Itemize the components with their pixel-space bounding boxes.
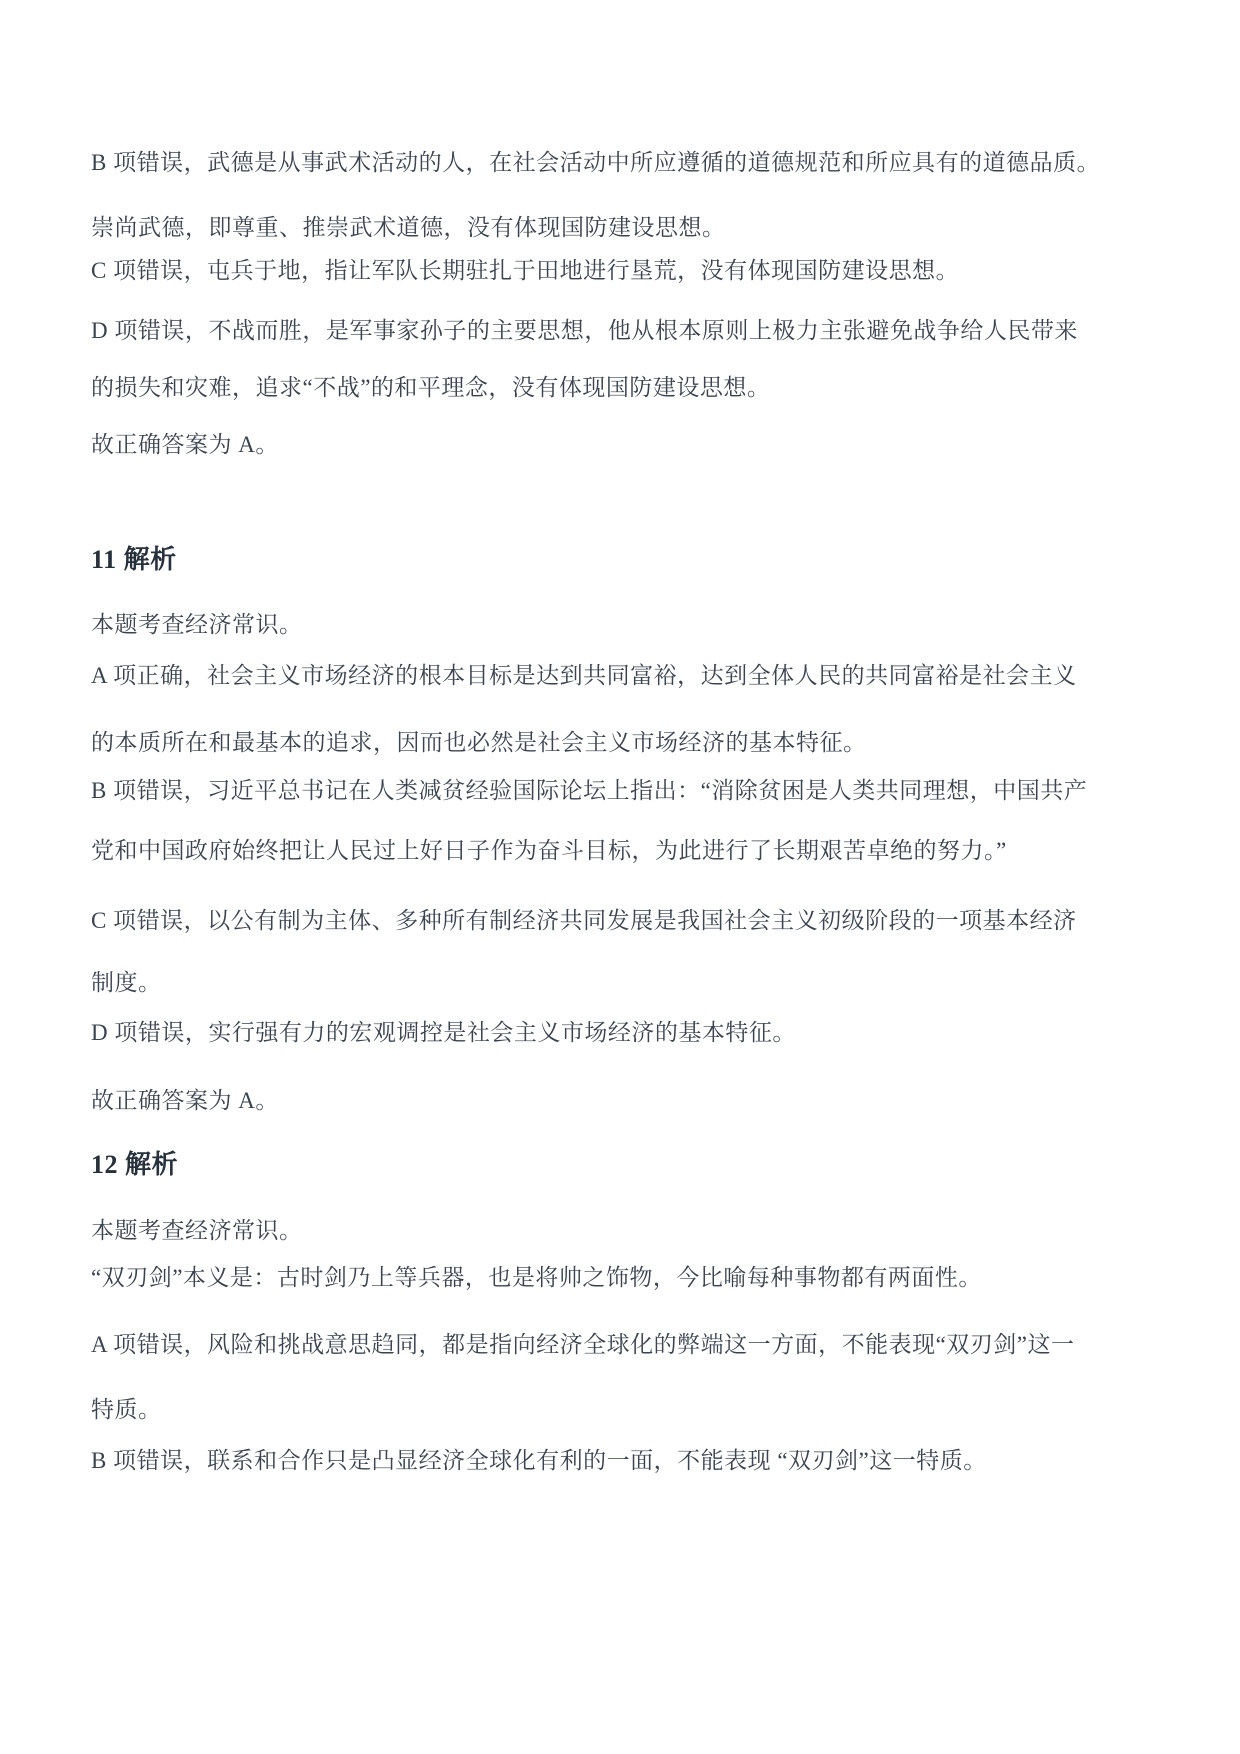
explanation-line: B 项错误，武德是从事武术活动的人，在社会活动中所应遵循的道德规范和所应具有的道德品质。: [91, 150, 1101, 175]
explanation-line: A 项正确，社会主义市场经济的根本目标是达到共同富裕，达到全体人民的共同富裕是社会主义: [91, 663, 1077, 688]
correct-answer-line: 故正确答案为 A。: [91, 1088, 279, 1113]
explanation-line: 党和中国政府始终把让人民过上好日子作为奋斗目标，为此进行了长期艰苦卓绝的努力。”: [91, 838, 1007, 863]
explanation-line: 本题考查经济常识。: [91, 1218, 303, 1243]
explanation-line: 的损失和灾难，追求“不战”的和平理念，没有体现国防建设思想。: [91, 375, 771, 400]
section-heading-12: 12 解析: [91, 1150, 179, 1179]
explanation-line: 制度。: [91, 970, 162, 995]
explanation-line: 崇尚武德，即尊重、推崇武术道德，没有体现国防建设思想。: [91, 215, 726, 240]
explanation-line: 本题考查经济常识。: [91, 612, 303, 637]
explanation-line: C 项错误，屯兵于地，指让军队长期驻扎于田地进行垦荒，没有体现国防建设思想。: [91, 258, 960, 283]
section-heading-11: 11 解析: [91, 545, 177, 574]
explanation-line: D 项错误，不战而胜，是军事家孙子的主要思想，他从根本原则上极力主张避免战争给人民带来: [91, 318, 1078, 343]
explanation-line: “双刃剑”本义是：古时剑乃上等兵器，也是将帅之饰物，今比喻每种事物都有两面性。: [91, 1265, 982, 1290]
explanation-line: D 项错误，实行强有力的宏观调控是社会主义市场经济的基本特征。: [91, 1020, 796, 1045]
explanation-line: A 项错误，风险和挑战意思趋同，都是指向经济全球化的弊端这一方面，不能表现“双刃剑”这一: [91, 1332, 1075, 1357]
explanation-line: 特质。: [91, 1397, 162, 1422]
explanation-line: C 项错误，以公有制为主体、多种所有制经济共同发展是我国社会主义初级阶段的一项基本经济: [91, 908, 1077, 933]
explanation-line: 的本质所在和最基本的追求，因而也必然是社会主义市场经济的基本特征。: [91, 730, 867, 755]
explanation-line: B 项错误，联系和合作只是凸显经济全球化有利的一面，不能表现 “双刃剑”这一特质。: [91, 1448, 987, 1473]
explanation-line: B 项错误，习近平总书记在人类减贫经验国际论坛上指出：“消除贫困是人类共同理想，中国共产: [91, 778, 1088, 803]
correct-answer-line: 故正确答案为 A。: [91, 432, 279, 457]
